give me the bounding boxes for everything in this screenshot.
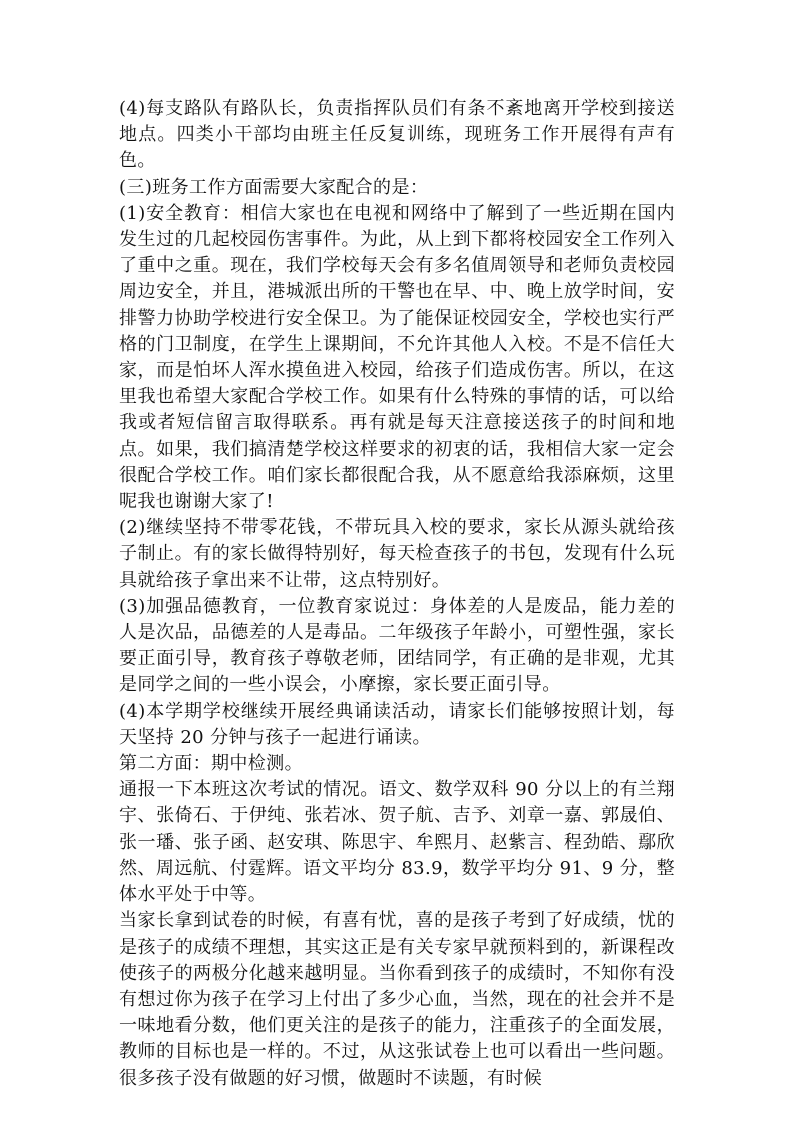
paragraph-safety-education: (1)安全教育：相信大家也在电视和网络中了解到了一些近期在国内发生过的几起校园伤害事件。为此，从上到下都将校园安全工作列入了重中之重。现在，我们学校每天会有多名值周领导和老师负责校园周边安全，并且，港城派出所的干警也在早、中、晚上放学时间，安排警力协助学校进行安全保卫。为了能保证校园安全，学校也实行严格的门卫制度，在学生上课期间，不允许其他人入校。不是不信任大家，而是怕坏人浑水摸鱼进入校园，给孩子们造成伤害。所以，在这里我也希望大家配合学校工作。如果有什么特殊的事情的话，可以给我或者短信留言取得联系。再有就是每天注意接送孩子的时间和地点。如果，我们搞清楚学校这样要求的初衷的话，我相信大家一定会很配合学校工作。咱们家长都很配合我，从不愿意给我添麻烦，这里呢我也谢谢大家了! — [119, 202, 675, 513]
paragraph-route-team-leader: (4)每支路队有路队长，负责指挥队员们有条不紊地离开学校到接送地点。四类小干部均由班主任反复训练，现班务工作开展得有声有色。 — [119, 98, 675, 172]
paragraph-exam-reflection: 当家长拿到试卷的时候，有喜有忧，喜的是孩子考到了好成绩，忧的是孩子的成绩不理想，其实这正是有关专家早就预料到的，新课程改使孩子的两极分化越来越明显。当你看到孩子的成绩时，不知你有没有想过你为孩子在学习上付出了多少心血，当然，现在的社会并不是一味地看分数，他们更关注的是孩子的能力，注重孩子的全面发展，教师的目标也是一样的。不过，从这张试卷上也可以看出一些问题。很多孩子没有做题的好习惯，做题时不读题，有时候 — [119, 910, 675, 1089]
heading-midterm-exam: 第二方面：期中检测。 — [119, 753, 303, 775]
paragraph-classic-reading: (4)本学期学校继续开展经典诵读活动，请家长们能够按照计划，每天坚持 20 分钟与孩子一起进行诵读。 — [119, 700, 675, 748]
paragraph-exam-results: 通报一下本班这次考试的情况。语文、数学双科 90 分以上的有兰翔宇、张倚石、于伊纯、张若冰、贺子航、吉予、刘章一嘉、郭晟伯、张一璠、张子函、赵安琪、陈思宇、牟熙月、赵紫言、程劲皓、鄢欣然、周远航、付霆辉。语文平均分 83.9，数学平均分 91、9 分，整体水平处于中等。 — [119, 779, 675, 906]
document-body — [119, 96, 675, 1092]
heading-class-cooperation: (三)班务工作方面需要大家配合的是： — [119, 176, 429, 198]
paragraph-moral-education: (3)加强品德教育，一位教育家说过：身体差的人是废品，能力差的人是次品，品德差的人是毒品。二年级孩子年龄小，可塑性强，家长要正面引导，教育孩子尊敬老师，团结同学，有正确的是非观，尤其是同学之间的一些小误会，小摩擦，家长要正面引导。 — [119, 595, 675, 696]
paragraph-no-pocket-money: (2)继续坚持不带零花钱，不带玩具入校的要求，家长从源头就给孩子制止。有的家长做得特别好，每天检查孩子的书包，发现有什么玩具就给孩子拿出来不让带，这点特别好。 — [119, 517, 675, 591]
